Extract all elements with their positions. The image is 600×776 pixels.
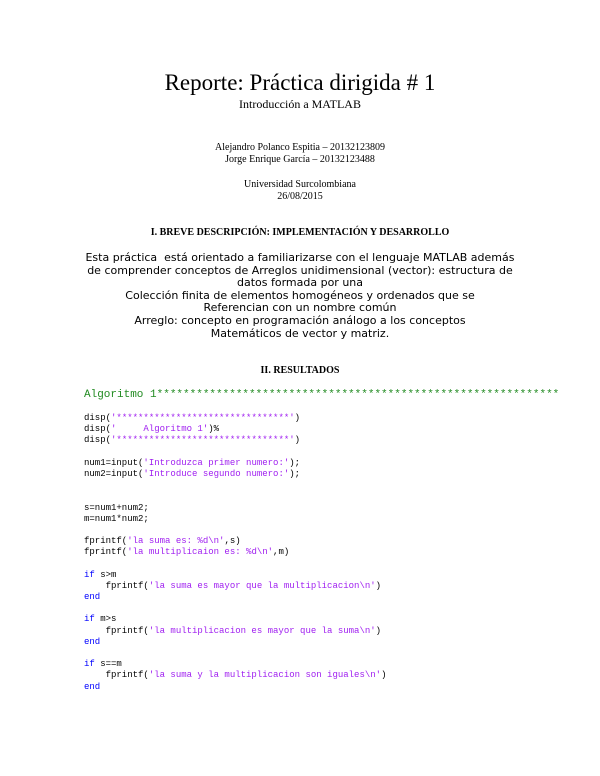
code-text: fprintf(: [84, 670, 149, 681]
university-name: Universidad Surcolombiana: [244, 179, 356, 190]
code-text: ,s): [224, 536, 241, 547]
description-line: Colección finita de elementos homogéneos y ordenados que se: [125, 288, 475, 302]
code-line: [84, 491, 386, 502]
code-line: [84, 670, 386, 681]
code-text: ): [381, 670, 387, 681]
code-text: disp(: [84, 413, 112, 423]
code-line: [84, 637, 386, 648]
code-line: [84, 570, 386, 581]
code-keyword: end: [84, 681, 101, 692]
code-string: 'la suma y la multiplicacion son iguales\n': [148, 670, 382, 681]
code-text: s=num1+num2;: [84, 502, 149, 513]
code-text: fprintf(: [84, 536, 128, 547]
code-text: );: [289, 468, 301, 479]
code-line: [84, 413, 386, 424]
code-line: [84, 558, 386, 569]
code-keyword: end: [84, 636, 101, 647]
code-line: [84, 525, 386, 536]
code-text: disp(: [84, 435, 112, 446]
code-keyword: if: [84, 569, 95, 580]
code-string: 'Introduzca primer numero:': [143, 457, 290, 468]
code-string: 'la multiplicaion es: %d\n': [127, 547, 274, 558]
code-string: ' Algoritmo 1': [111, 424, 209, 435]
description-line: Esta práctica está orientado a familiarizarse con el lenguaje MATLAB además: [85, 251, 515, 264]
code-line: [84, 435, 386, 446]
code-line: [84, 480, 386, 491]
description-line: Matemáticos de vector y matriz.: [210, 326, 390, 340]
code-string: '********************************': [111, 435, 295, 446]
code-text: ): [375, 625, 382, 636]
code-text: num1=input(: [84, 457, 144, 468]
code-text: )%: [208, 424, 220, 435]
code-line: [84, 614, 386, 625]
code-line: [84, 682, 386, 693]
algorithm-header: Algoritmo 1*************************************************************: [84, 389, 560, 401]
code-line: [84, 626, 386, 637]
code-line: [84, 547, 386, 558]
code-text: fprintf(: [84, 580, 149, 591]
code-line: [84, 581, 386, 592]
code-line: [84, 458, 386, 469]
code-keyword: end: [84, 592, 101, 602]
code-line: [84, 592, 386, 603]
code-text: num2=input(: [84, 468, 144, 479]
code-text: fprintf(: [84, 547, 128, 558]
code-text: disp(: [84, 424, 112, 435]
document-subtitle: Introducción a MATLAB: [239, 97, 361, 111]
code-text: ): [294, 413, 301, 423]
code-text: s==m: [94, 659, 122, 670]
code-string: '********************************': [111, 413, 295, 423]
code-keyword: if: [84, 659, 95, 670]
code-block: [84, 413, 386, 693]
description-line: datos formada por una: [236, 276, 364, 290]
section-heading-results: II. RESULTADOS: [260, 365, 340, 376]
code-line: [84, 424, 386, 435]
code-line: [84, 503, 386, 514]
code-string: 'Introduce segundo numero:': [143, 468, 290, 479]
author-line: Alejandro Polanco Espitia – 20132123809: [215, 142, 385, 153]
code-text: m>s: [94, 614, 117, 625]
document-date: 26/08/2015: [277, 191, 323, 202]
code-text: ): [375, 580, 382, 591]
code-text: s>m: [94, 569, 117, 580]
section-heading-description: I. BREVE DESCRIPCIÓN: IMPLEMENTACIÓN Y DESARROLLO: [150, 227, 450, 238]
code-line: [84, 659, 386, 670]
code-line: [84, 447, 386, 458]
document-title: Reporte: Práctica dirigida # 1: [164, 70, 436, 95]
description-line: de comprender conceptos de Arreglos unidimensional (vector): estructura de: [87, 263, 513, 277]
code-text: ,m): [273, 547, 290, 558]
code-string: 'la suma es: %d\n': [127, 536, 225, 547]
description-paragraph: [0, 252, 600, 340]
code-line: [84, 469, 386, 480]
author-line: Jorge Enrique García – 20132123488: [225, 154, 375, 165]
description-line: Arreglo: concepto en programación análogo a los conceptos: [134, 313, 466, 327]
code-text: fprintf(: [84, 625, 149, 636]
code-string: 'la multiplicacion es mayor que la suma\n': [148, 625, 376, 636]
description-line: Referencian con un nombre común: [203, 301, 397, 315]
code-line: [84, 603, 386, 614]
code-text: m=num1*num2;: [84, 513, 149, 524]
code-string: 'la suma es mayor que la multiplicacion\n': [148, 580, 376, 591]
code-text: ): [294, 435, 301, 446]
code-line: [84, 536, 386, 547]
code-line: [84, 514, 386, 525]
code-keyword: if: [84, 614, 95, 625]
code-text: );: [289, 457, 301, 468]
code-line: [84, 648, 386, 659]
